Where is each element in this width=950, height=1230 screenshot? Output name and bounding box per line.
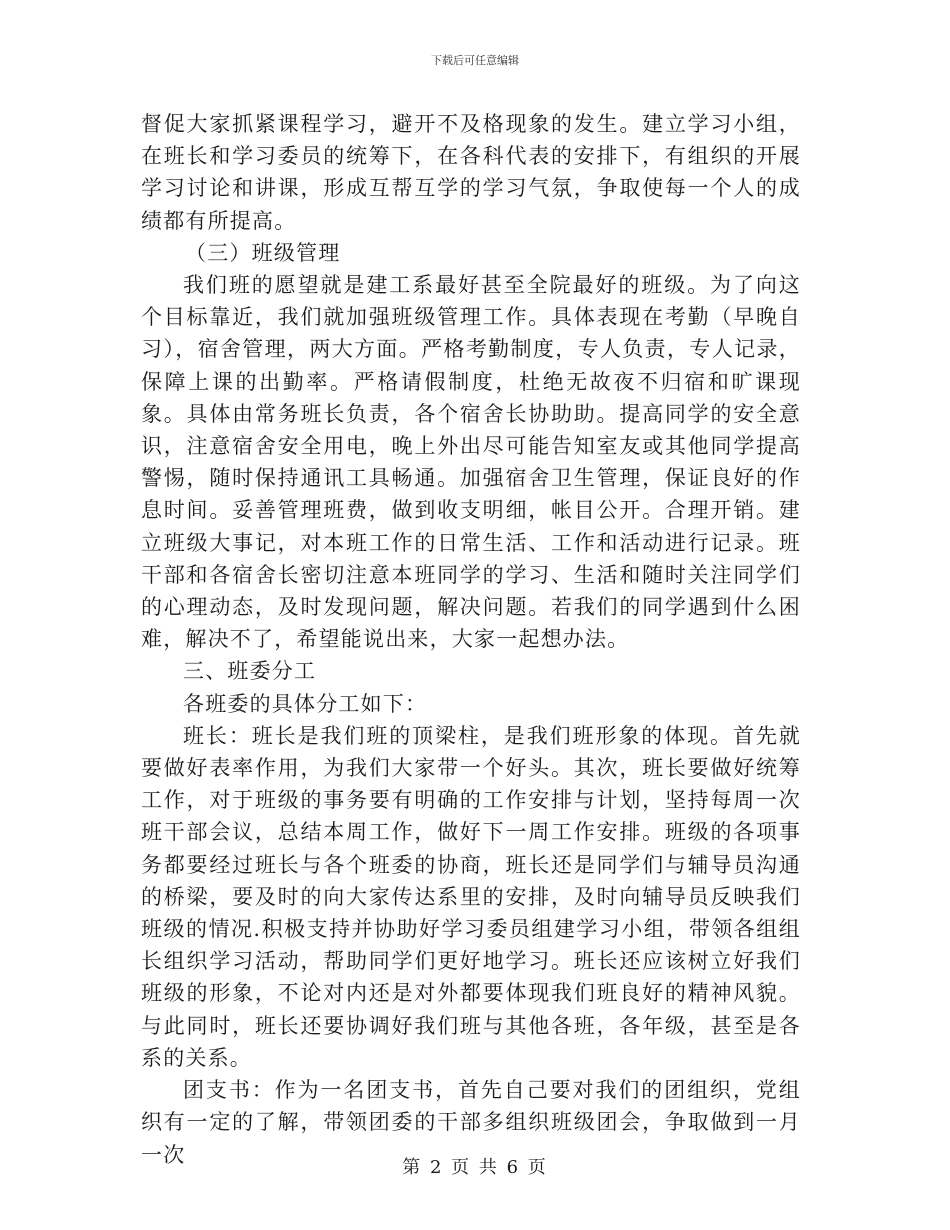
paragraph-study-supervision: 督促大家抓紧课程学习，避开不及格现象的发生。建立学习小组，在班长和学习委员的统筹下，在各科代表的安排下，有组织的开展学习讨论和讲课，形成互帮互学的学习气氛，争取使每一个人的成绩都有所提高。 xyxy=(141,112,801,233)
paragraph-league-secretary: 团支书：作为一名团支书，首先自己要对我们的团组织，党组织有一定的了解，带领团委的干部多组织班级团会，争取做到一月一次 xyxy=(141,1078,801,1167)
section-heading-committee-division: 三、班委分工 xyxy=(183,659,317,684)
paragraph-class-management: 我们班的愿望就是建工系最好甚至全院最好的班级。为了向这个目标靠近，我们就加强班级管理工作。具体表现在考勤（早晚自习），宿舍管理，两大方面。严格考勤制度，专人负责，专人记录，保障上课的出勤率。严格请假制度，杜绝无故夜不归宿和旷课现象。具体由常务班长负责，各个宿舍长协助助。提高同学的安全意识，注意宿舍安全用电，晚上外出尽可能告知室友或其他同学提高警惕，随时保持通讯工具畅通。加强宿舍卫生管理，保证良好的作息时间。妥善管理班费，做到收支明细，帐目公开。合理开销。建立班级大事记，对本班工作的日常生活、工作和活动进行记录。班干部和各宿舍长密切注意本班同学的学习、生活和随时关注同学们的心理动态，及时发现问题，解决问题。若我们的同学遇到什么困难，解决不了，希望能说出来，大家一起想办法。 xyxy=(141,273,801,652)
page-header-note: 下载后可任意编辑 xyxy=(431,54,519,67)
paragraph-monitor-duties: 班长：班长是我们班的顶梁柱，是我们班形象的体现。首先就要做好表率作用，为我们大家带一个好头。其次，班长要做好统筹工作，对于班级的事务要有明确的工作安排与计划，坚持每周一次班干部会议，总结本周工作，做好下一周工作安排。班级的各项事务都要经过班长与各个班委的协商，班长还是同学们与辅导员沟通的桥梁，要及时的向大家传达系里的安排，及时向辅导员反映我们班级的情况.积极支持并协助好学习委员组建学习小组，带领各组组长组织学习活动，帮助同学们更好地学习。班长还应该树立好我们班级的形象，不论对内还是对外都要体现我们班良好的精神风貌。与此同时，班长还要协调好我们班与其他各班，各年级，甚至是各系的关系。 xyxy=(141,723,801,1070)
paragraph-division-intro: 各班委的具体分工如下： xyxy=(183,691,428,716)
page-number-footer: 第 2 页 共 6 页 xyxy=(402,1157,548,1178)
section-heading-class-management: （三）班级管理 xyxy=(185,240,341,265)
document-body xyxy=(141,108,801,1171)
